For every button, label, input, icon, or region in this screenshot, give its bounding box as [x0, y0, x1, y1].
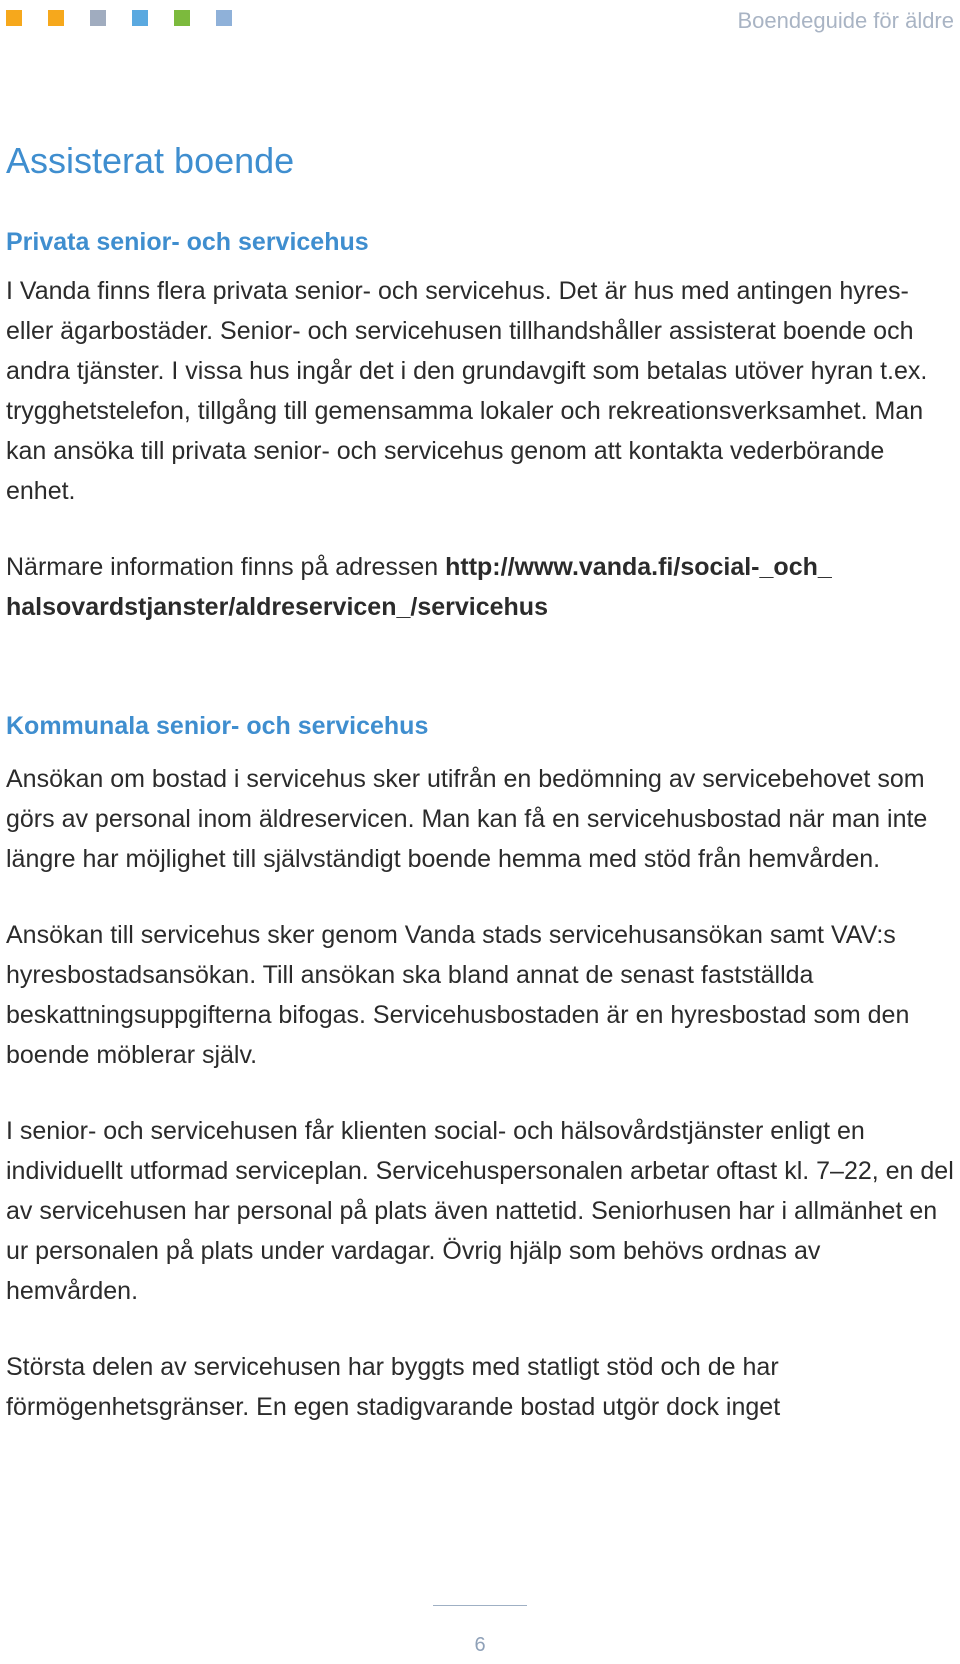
light-blue-square [216, 10, 232, 26]
section-private [6, 228, 954, 627]
paragraph-municipal-4: Största delen av servicehusen har byggts med statligt stöd och de har förmögenhetsgränser. En egen stadigvarande bostad utgör dock inget [6, 1353, 781, 1421]
section-heading-municipal: Kommunala senior- och servicehus [6, 712, 429, 740]
paragraph-more-info [6, 547, 954, 627]
orange-square-1 [6, 10, 22, 26]
gray-square [90, 10, 106, 26]
footer-divider [433, 1605, 527, 1606]
header-title: Boendeguide för äldre [737, 8, 954, 33]
more-info-link[interactable]: http://www.vanda.fi/social-_och_halsovardstjanster/aldreservicen_/servicehus [6, 553, 832, 621]
paragraph-municipal-1: Ansökan om bostad i servicehus sker utifrån en bedömning av servicebehovet som görs av personal inom äldreservicen. Man kan få en servicehusbostad när man inte längre har möjlighet till självständigt boende hemma med stöd från hemvården. [6, 765, 928, 873]
page-number: 6 [474, 1634, 486, 1656]
paragraph-municipal-2: Ansökan till servicehus sker genom Vanda stads servicehusansökan samt VAV:s hyresbostadsansökan. Till ansökan ska bland annat de senast fastställda beskattningsuppgifterna bifogas. Servicehusbostaden är en hyresbostad som den boende möblerar själv. [6, 921, 910, 1069]
more-info-text: Närmare information finns på adressen [6, 553, 446, 581]
header-decoration [6, 10, 232, 26]
paragraph-private-intro: I Vanda finns flera privata senior- och servicehus. Det är hus med antingen hyres- eller ägarbostäder. Senior- och servicehusen tillhandshåller assisterat boende och andra tjänster. I vissa hus ingår det i den grundavgift som betalas utöver hyran t.ex. trygghetstelefon, tillgång till gemensamma lokaler och rekreationsverksamhet. Man kan ansöka till privata senior- och servicehus genom att kontakta vederbörande enhet. [6, 277, 928, 505]
page-title: Assisterat boende [6, 140, 295, 181]
green-square [174, 10, 190, 26]
section-heading-private: Privata senior- och servicehus [6, 228, 369, 256]
paragraph-municipal-3: I senior- och servicehusen får klienten social- och hälsovårdstjänster enligt en individuellt utformad serviceplan. Servicehuspersonalen arbetar oftast kl. 7–22, en del av servicehusen har personal på plats även nattetid. Seniorhusen har i allmänhet en ur personalen på plats under vardagar. Övrig hjälp som behövs ordnas av hemvården. [6, 1117, 954, 1305]
section-municipal [6, 712, 954, 1427]
blue-square [132, 10, 148, 26]
orange-square-2 [48, 10, 64, 26]
